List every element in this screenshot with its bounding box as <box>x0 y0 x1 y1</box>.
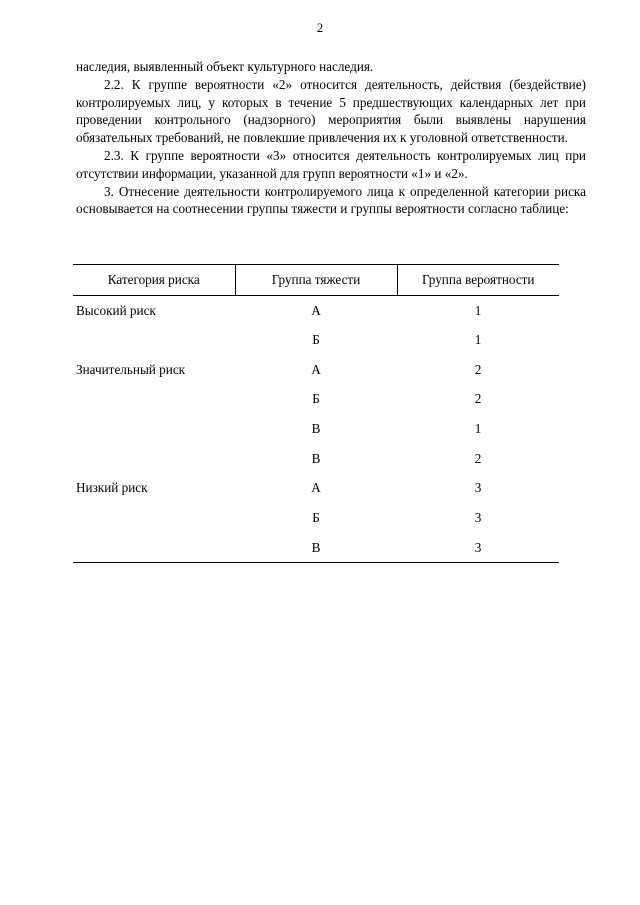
table-row <box>73 385 559 415</box>
severity-cell: Б <box>312 332 320 348</box>
severity-cell: А <box>311 361 321 377</box>
severity-cell: Б <box>312 510 320 526</box>
risk-category-table <box>73 264 559 563</box>
probability-cell: 2 <box>474 391 482 407</box>
table-row <box>73 414 559 444</box>
table-row <box>73 355 559 385</box>
risk-category-cell <box>73 533 235 563</box>
document-body <box>76 58 586 218</box>
probability-cell: 3 <box>474 510 482 526</box>
table-row <box>73 503 559 533</box>
page-number: 2 <box>316 20 324 35</box>
risk-category-cell <box>73 503 235 533</box>
header-risk-category: Категория риска <box>107 272 200 287</box>
severity-cell: А <box>311 480 321 496</box>
probability-cell: 3 <box>474 539 482 555</box>
risk-category-cell <box>73 385 235 415</box>
probability-cell: 1 <box>474 302 482 318</box>
severity-cell: В <box>311 539 321 555</box>
risk-category-cell: Низкий риск <box>76 480 148 496</box>
table-row <box>73 533 559 563</box>
severity-cell: Б <box>312 391 320 407</box>
table-row <box>73 296 559 326</box>
table-row <box>73 325 559 355</box>
probability-cell: 2 <box>474 361 482 377</box>
risk-category-cell <box>73 414 235 444</box>
paragraph-2-3: 2.3. К группе вероятности «3» относится деятельность контролируемых лиц при отсутствии информации, указанной для групп вероятности «1» и «2». <box>76 147 586 181</box>
header-severity-group: Группа тяжести <box>235 265 397 296</box>
table-row <box>73 474 559 504</box>
table-header-row <box>73 265 559 296</box>
risk-category-cell: Значительный риск <box>76 361 186 377</box>
severity-cell: В <box>311 450 321 466</box>
paragraph-2-2: 2.2. К группе вероятности «2» относится деятельность, действия (бездействие) контролируемых лиц, у которых в течение 5 предшествующих календарных лет при проведении контрольного (надзорного) мероприятия были выявлены нарушения обязательных требований, не повлекшие привлечения их к уголовной ответственности. <box>76 76 586 146</box>
probability-cell: 1 <box>474 421 482 437</box>
paragraph-continuation: наследия, выявленный объект культурного наследия. <box>76 59 374 74</box>
risk-category-cell <box>73 325 235 355</box>
risk-category-cell: Высокий риск <box>76 302 156 318</box>
severity-cell: В <box>311 421 321 437</box>
header-probability-group: Группа вероятности <box>397 265 559 296</box>
severity-cell: А <box>311 302 321 318</box>
paragraph-3: 3. Отнесение деятельности контролируемого лица к определенной категории риска основывается на соотнесении группы тяжести и группы вероятности согласно таблице: <box>76 183 586 217</box>
probability-cell: 3 <box>474 480 482 496</box>
probability-cell: 1 <box>474 332 482 348</box>
risk-category-cell <box>73 444 235 474</box>
table-row <box>73 444 559 474</box>
probability-cell: 2 <box>474 450 482 466</box>
